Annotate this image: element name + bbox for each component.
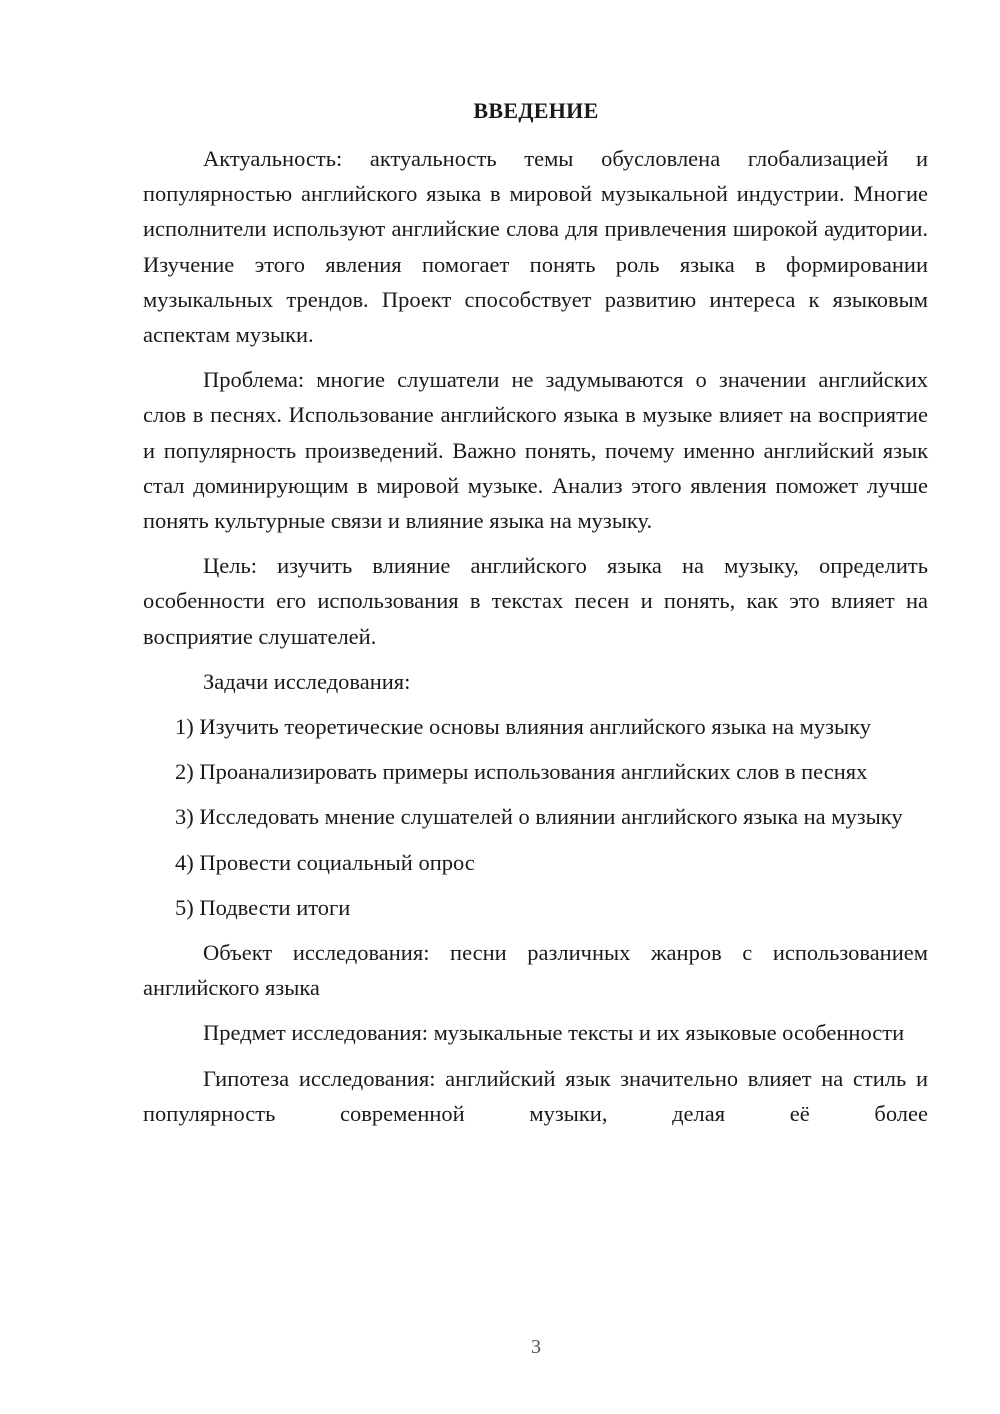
page-title: ВВЕДЕНИЕ [473, 98, 599, 123]
task-item-5: 5) Подвести итоги [175, 894, 351, 920]
paragraph-tasks-heading: Задачи исследования: [203, 668, 411, 694]
page-number: 3 [531, 1336, 541, 1358]
body-text [143, 141, 928, 1131]
paragraph-object: Объект исследования: песни различных жанров с использованием английского языка [143, 940, 928, 1001]
task-item-1: 1) Изучить теоретические основы влияния английского языка на музыку [175, 714, 871, 740]
paragraph-relevance: Актуальность: актуальность темы обусловлена глобализацией и популярностью английского языка в мировой музыкальной индустрии. Многие исполнители используют английские слова для привлечения широкой аудитории. Изучение этого явления помогает понять роль языка в формировании музыкальных трендов. Проект способствует развитию интереса к языковым аспектам музыки. [143, 146, 928, 348]
task-item-2: 2) Проанализировать примеры использования английских слов в песнях [175, 759, 868, 785]
task-item-4: 4) Провести социальный опрос [175, 849, 475, 875]
paragraph-subject: Предмет исследования: музыкальные тексты и их языковые особенности [203, 1020, 905, 1046]
paragraph-hypothesis: Гипотеза исследования: английский язык значительно влияет на стиль и популярность современной музыки, делая её более [143, 1065, 928, 1126]
paragraph-problem: Проблема: многие слушатели не задумываются о значении английских слов в песнях. Использование английского языка в музыке влияет на восприятие и популярность произведений. Важно понять, почему именно английский язык стал доминирующим в мировой музыке. Анализ этого явления поможет лучше понять культурные связи и влияние языка на музыку. [143, 367, 928, 534]
paragraph-goal: Цель: изучить влияние английского языка на музыку, определить особенности его использования в текстах песен и понять, как это влияет на восприятие слушателей. [143, 553, 928, 649]
task-item-3: 3) Исследовать мнение слушателей о влиянии английского языка на музыку [175, 804, 903, 830]
